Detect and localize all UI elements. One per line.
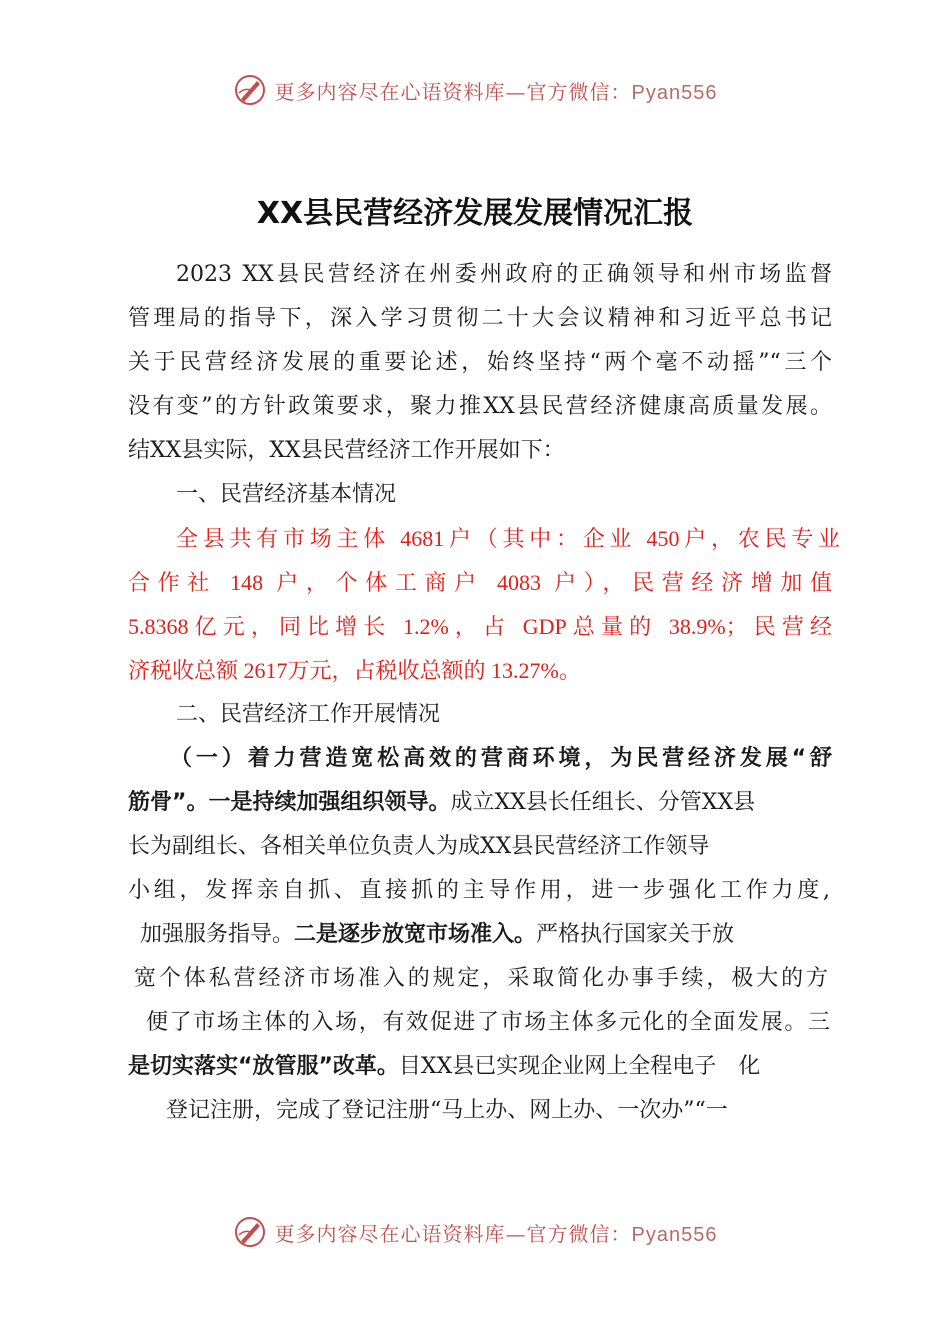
pen-logo-icon — [233, 1215, 267, 1249]
watermark-text: 更多内容尽在心语资料库—官方微信：Pyan556 — [274, 79, 718, 104]
section-heading: 二、民营经济工作开展情况 — [176, 702, 441, 727]
highlight-line: 济税收总额 2617万元，占税收总额的 13.27%。 — [128, 658, 581, 683]
text-line: 关于民营经济发展的重要论述，始终坚持“两个毫不动摇”“三个 — [128, 350, 832, 375]
text-line: 加强服务指导。二是逐步放宽市场准入。严格执行国家关于放 — [140, 922, 735, 947]
text-line: 结XX县实际，XX县民营经济工作开展如下： — [128, 438, 565, 463]
text-line: 宽个体私营经济市场准入的规定，采取简化办事手续，极大的方 — [134, 966, 828, 991]
text-line: 管理局的指导下，深入学习贯彻二十大会议精神和习近平总书记 — [128, 306, 832, 331]
text-line: 是切实落实“放管服”改革。目XX县已实现企业网上全程电子 化 — [128, 1054, 761, 1079]
document-title: XX县民营经济发展发展情况汇报 — [256, 196, 694, 231]
highlight-line: 5.8368亿元，同比增长 1.2%，占 GDP总量的 38.9%；民营经 — [128, 614, 832, 639]
text-line: 登记注册，完成了登记注册“马上办、网上办、一次办”“一 — [166, 1098, 728, 1123]
text-line: 便了市场主体的入场，有效促进了市场主体多元化的全面发展。三 — [146, 1010, 830, 1035]
footer-watermark-banner — [0, 1210, 950, 1254]
highlight-line: 全县共有市场主体 4681户（其中：企业 450户，农民专业 — [176, 526, 840, 551]
text-line: 长为副组长、各相关单位负责人为成XX县民营经济工作领导 — [128, 834, 710, 859]
watermark-text: 更多内容尽在心语资料库—官方微信：Pyan556 — [274, 1221, 718, 1246]
text-line: 小组，发挥亲自抓、直接抓的主导作用，进一步强化工作力度, — [128, 878, 830, 903]
header-watermark-banner — [0, 68, 950, 112]
section-heading: 一、民营经济基本情况 — [176, 482, 397, 507]
pen-logo-icon — [233, 73, 267, 107]
subsection-heading: （一）着力营造宽松高效的营商环境，为民营经济发展“舒 — [170, 746, 832, 771]
highlight-line: 合作社 148 户，个体工商户 4083 户），民营经济增加值 — [128, 570, 832, 595]
text-line: 2023 XX县民营经济在州委州政府的正确领导和州市场监督 — [176, 262, 832, 287]
text-line: 没有变”的方针政策要求，聚力推XX县民营经济健康高质量发展。 — [128, 394, 832, 419]
text-line: 筋骨”。一是持续加强组织领导。成立XX县长任组长、分管XX县 — [128, 790, 756, 815]
